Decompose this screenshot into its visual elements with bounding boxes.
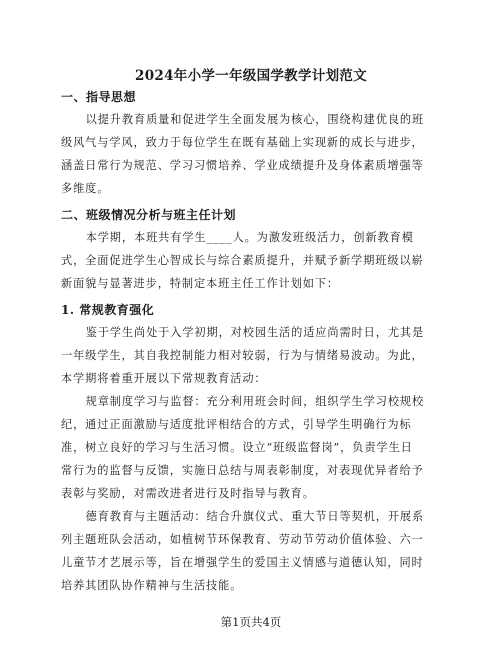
paragraph-guiding-ideology [61,108,442,200]
paragraph-routine-intro [61,321,442,390]
paragraph-moral-education [61,505,442,597]
text-line: 表彰与奖励，对需改进者进行及时指导与教育。 [61,487,315,500]
text-line: 涵盖日常行为规范、学习习惯培养、学业成绩提升及身体素质增强等 [61,159,424,172]
text-line: 式，全面促进学生心智成长与综合素质提升，并赋予新学期班级以崭 [61,254,424,267]
text-line: 常行为的监督与反馈，实施日总结与周表彰制度，对表现优异者给予 [61,464,424,477]
text-line: 鉴于学生尚处于入学初期，对校园生活的适应尚需时日，尤其是 [85,326,425,339]
text-line: 准，树立良好的学习与生活习惯。设立“班级监督岗”，负责学生日 [61,441,413,454]
paragraph-rules-supervision [61,390,442,505]
document-body [61,86,442,597]
text-line: 多维度。 [61,182,110,195]
text-line: 德育教育与主题活动：结合升旗仪式、重大节日等契机，开展系 [85,510,425,523]
text-line: 儿童节才艺展示等，旨在增强学生的爱国主义情感与道德认知，同时 [61,556,424,569]
text-line: 纪，通过正面激励与适度批评相结合的方式，引导学生明确行为标 [61,418,412,431]
text-line: 培养其团队协作精神与生活技能。 [61,579,243,592]
text-line: 一年级学生，其自我控制能力相对较弱，行为与情绪易波动。为此， [61,349,424,362]
text-line: 以提升教育质量和促进学生全面发展为核心，围绕构建优良的班 [85,113,425,126]
section-heading-guiding-ideology: 一、指导思想 [61,90,137,104]
text-line: 新面貌与显著进步，特制定本班主任工作计划如下： [61,277,340,290]
text-line: 级风气与学风，致力于每位学生在既有基础上实现新的成长与进步， [61,136,424,149]
section-heading-class-analysis: 二、班级情况分析与班主任计划 [61,208,237,222]
page-number-footer: 第1页共4页 [220,615,282,629]
text-line: 本学期将着重开展以下常规教育活动： [61,372,267,385]
text-line: 规章制度学习与监督：充分利用班会时间，组织学生学习校规校 [85,395,425,408]
section-heading-routine-education: 1. 常规教育强化 [61,303,155,317]
text-line: 本学期，本班共有学生____人。为激发班级活力，创新教育模 [85,231,414,244]
document-title: 2024年小学一年级国学教学计划范文 [135,68,367,84]
text-line: 列主题班队会活动，如植树节环保教育、劳动节劳动价值体验、六一 [61,533,424,546]
paragraph-class-analysis [61,226,442,295]
